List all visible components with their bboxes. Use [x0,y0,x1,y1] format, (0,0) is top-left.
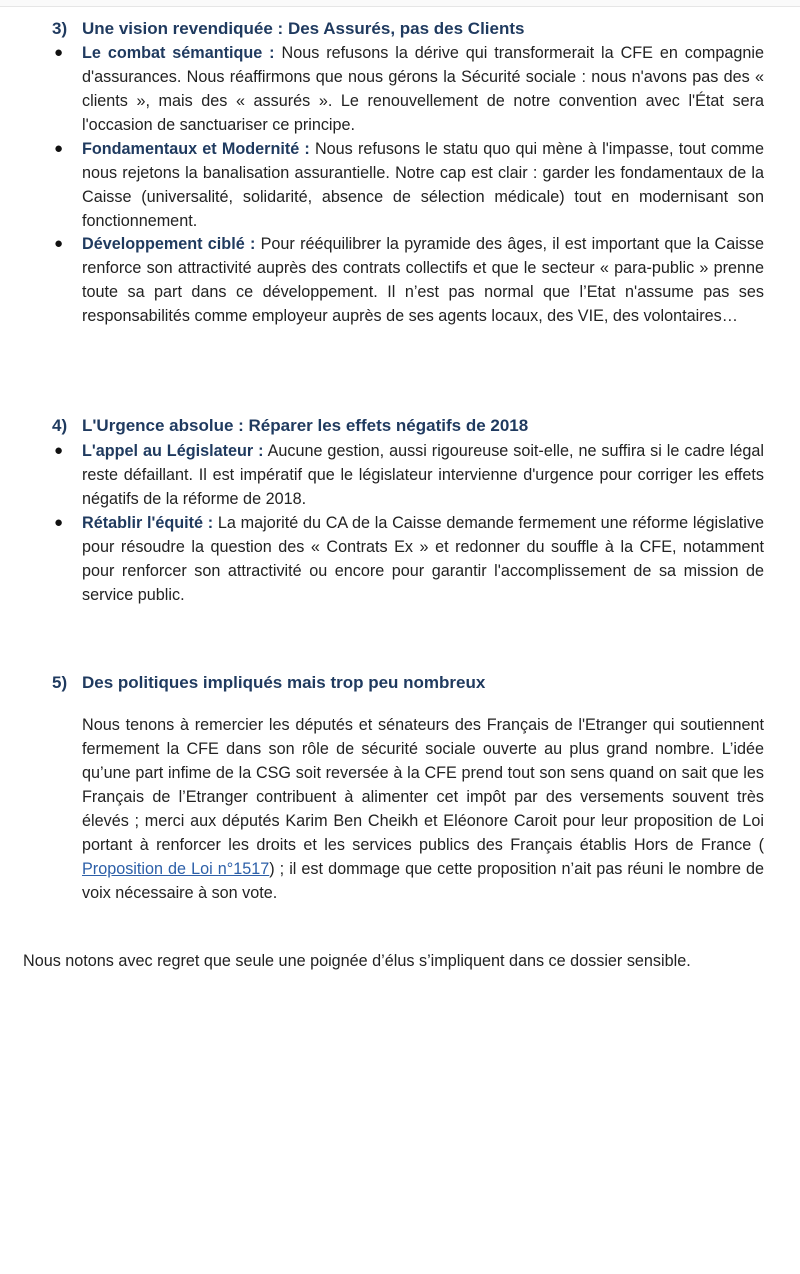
item-text: Pour rééquilibrer la pyramide des âges, il est important que la Caisse renforce son attractivité auprès des contrats collectifs et que le secteur « para-public » prenne toute sa part dans ce développement. Il n’est pas normal que l’Etat n'assume pas ses responsabilités comme employeur auprès de ses agents locaux, des VIE, des volontaires… [82,235,764,325]
section-title: L'Urgence absolue : Réparer les effets négatifs de 2018 [82,416,529,435]
law-proposal-link[interactable]: Proposition de Loi n°1517 [82,860,270,878]
section-4-heading [52,414,528,437]
section-5-heading [52,671,485,694]
list-item [52,511,764,607]
item-term: L'appel au Législateur : [82,442,264,460]
section-number: 4) [52,416,68,435]
bullet-icon: ● [54,235,64,252]
list-item [52,232,764,328]
section-title: Une vision revendiquée : Des Assurés, pas des Clients [82,19,525,38]
bullet-icon: ● [54,442,64,459]
item-term: Fondamentaux et Modernité : [82,140,310,158]
item-term: Le combat sémantique : [82,44,275,62]
bullet-icon: ● [54,140,64,157]
paragraph-text-end: ) ; il est dommage que cette proposition n’ait pas réuni le nombre de voix nécessaire à son vote. [82,860,764,902]
item-text: Nous refusons la dérive qui transformerait la CFE en compagnie d'assurances. Nous réaffirmons que nous gérons la Sécurité sociale : nous n'avons pas des « clients », mais des « assurés ». Le renouvellement de notre convention avec l'État sera l'occasion de sanctuariser ce principe. [82,44,764,134]
item-text: Nous refusons le statu quo qui mène à l'impasse, tout comme nous rejetons la banalisation assurantielle. Notre cap est clair : garder les fondamentaux de la Caisse (universalité, solidarité, absence de sélection médicale) tout en modernisant son fonctionnement. [82,140,764,230]
paragraph-text: Nous tenons à remercier les députés et sénateurs des Français de l'Etranger qui soutiennent fermement la CFE dans son rôle de sécurité sociale ouverte au plus grand nombre. L’idée qu’une part infime de la CSG soit reversée à la CFE prend tout son sens quand on sait que les Français de l’Etranger contribuent à alimenter cet impôt par des versements souvent très élevés ; merci aux députés Karim Ben Cheikh et Eléonore Caroit pour leur proposition de Loi portant à renforcer les droits et les services publics des Français établis Hors de France ( [82,716,764,854]
item-term: Développement ciblé : [82,235,256,253]
section-5-paragraph [82,713,764,905]
list-item [52,439,764,511]
top-divider [0,0,800,7]
section-number: 5) [52,673,68,692]
bullet-icon: ● [54,514,64,531]
section-3-heading [52,17,524,40]
item-text: Aucune gestion, aussi rigoureuse soit-elle, ne suffira si le cadre légal reste défaillant. Il est impératif que le législateur intervienne d'urgence pour corriger les effets négatifs de la réforme de 2018. [82,442,764,508]
list-item [52,137,764,233]
item-text: La majorité du CA de la Caisse demande fermement une réforme législative pour résoudre la question des « Contrats Ex » et redonner du souffle à la CFE, notamment pour renforcer son attractivité ou encore pour garantir l'accomplissement de sa mission de service public. [82,514,764,604]
closing-paragraph: Nous notons avec regret que seule une poignée d’élus s’impliquent dans ce dossier sensible. [23,952,691,970]
list-item [52,41,764,137]
section-number: 3) [52,19,68,38]
section-title: Des politiques impliqués mais trop peu nombreux [82,673,486,692]
bullet-icon: ● [54,44,64,61]
item-term: Rétablir l'équité : [82,514,214,532]
